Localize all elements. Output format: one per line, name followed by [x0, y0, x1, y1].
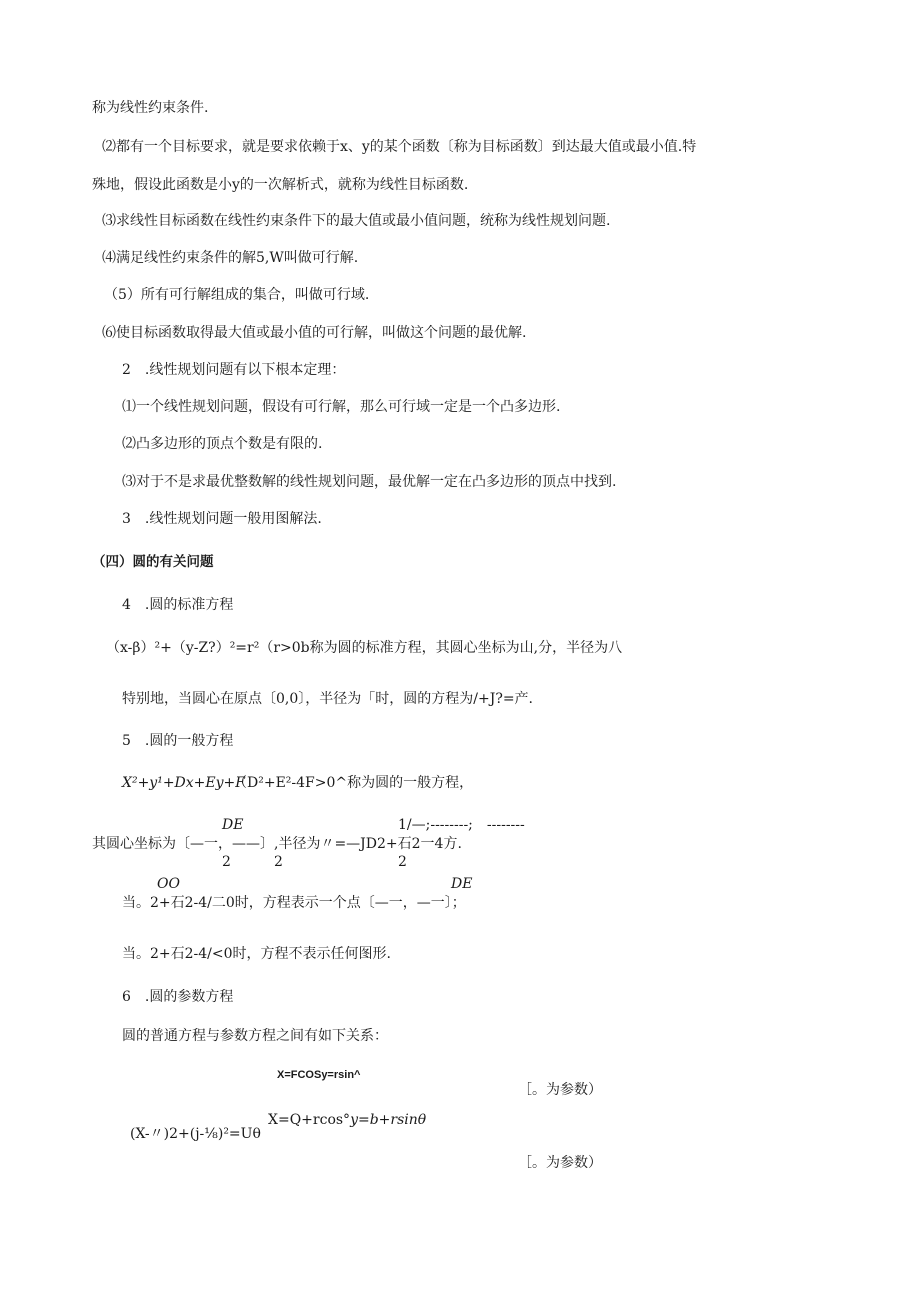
param-note: ［。为参数） — [518, 1082, 602, 1098]
text-line: ⑹使目标函数取得最大值或最小值的可行解，叫做这个问题的最优解. — [102, 325, 527, 341]
formula-standard: (X-〃)2+(j-⅛)²=Uθ — [130, 1126, 261, 1142]
section-heading: （四）圆的有关问题 — [92, 554, 214, 570]
text-line: 4 .圆的标准方程 — [122, 597, 234, 613]
fraction-numerator: DE — [222, 817, 244, 833]
param-x: X=Q+rcos° — [268, 1112, 351, 1128]
text-line: （5）所有可行解组成的集合，叫做可行域. — [104, 287, 370, 303]
param-y: y=b+rsinθ — [350, 1112, 427, 1128]
fraction-denominator: 2 — [222, 854, 231, 870]
formula-general: X²+y¹+Dx+Ey+F — [122, 775, 245, 791]
fraction-numerator: OO — [157, 876, 180, 892]
param-note: ［。为参数） — [518, 1155, 602, 1171]
text-line: 5 .圆的一般方程 — [122, 733, 234, 749]
text-line: ⑴一个线性规划问题，假设有可行解，那么可行域一定是一个凸多边形. — [122, 399, 561, 415]
text-line: 当。2+石2-4/<0时，方程不表示任何图形. — [122, 946, 391, 962]
text-line: ⑷满足线性约束条件的解5,W叫做可行解. — [102, 250, 359, 266]
text-line: 圆的普通方程与参数方程之间有如下关系： — [122, 1028, 388, 1044]
text-line: 2 .线性规划问题有以下根本定理： — [122, 362, 346, 378]
text-line: 3 .线性规划问题一般用图解法. — [122, 511, 322, 527]
text-line: 当。2+石2-4/二0时，方程表示一个点〔—一，—一〕； — [122, 895, 466, 911]
text-line: ⑶求线性目标函数在线性约束条件下的最大值或最小值问题，统称为线性规划问题. — [102, 213, 611, 229]
text-line: 称为线性约束条件. — [92, 100, 209, 116]
text-line: 6 .圆的参数方程 — [122, 989, 234, 1005]
fraction-denominator: 2 — [398, 854, 407, 870]
text-line: 殊地，假设此函数是小y的一次解析式，就称为线性目标函数. — [92, 177, 469, 193]
fraction-numerator: DE — [451, 876, 473, 892]
text-line: 特别地，当圆心在原点〔0,0〕，半径为「时，圆的方程为/+J?=产. — [122, 691, 534, 707]
fraction-denominator: 2 — [274, 854, 283, 870]
text-line: ⑵都有一个目标要求，就是要求依赖于x、y的某个函数〔称为目标函数〕到达最大值或最小值.特 — [102, 139, 697, 155]
text-line: ⑶对于不是求最优整数解的线性规划问题，最优解一定在凸多边形的顶点中找到. — [122, 474, 617, 490]
formula-condition: （D²+E²-4F>0^称为圆的一般方程， — [233, 775, 474, 791]
radical-bar: 1/—;--------; -------- — [398, 817, 525, 833]
text-line: ⑵凸多边形的顶点个数是有限的. — [122, 436, 323, 452]
param-equation: X=FCOSy=rsin^ — [277, 1069, 361, 1081]
formula-line: 其圆心坐标为〔—一，——〕,半径为〃=—JD2+石2一4方. — [92, 836, 462, 852]
formula-line: （x-β）²+（y-Z?）²=r²（r>0b称为圆的标准方程，其圆心坐标为山,分，半径为八 — [106, 640, 623, 656]
param-equation — [268, 1110, 426, 1130]
